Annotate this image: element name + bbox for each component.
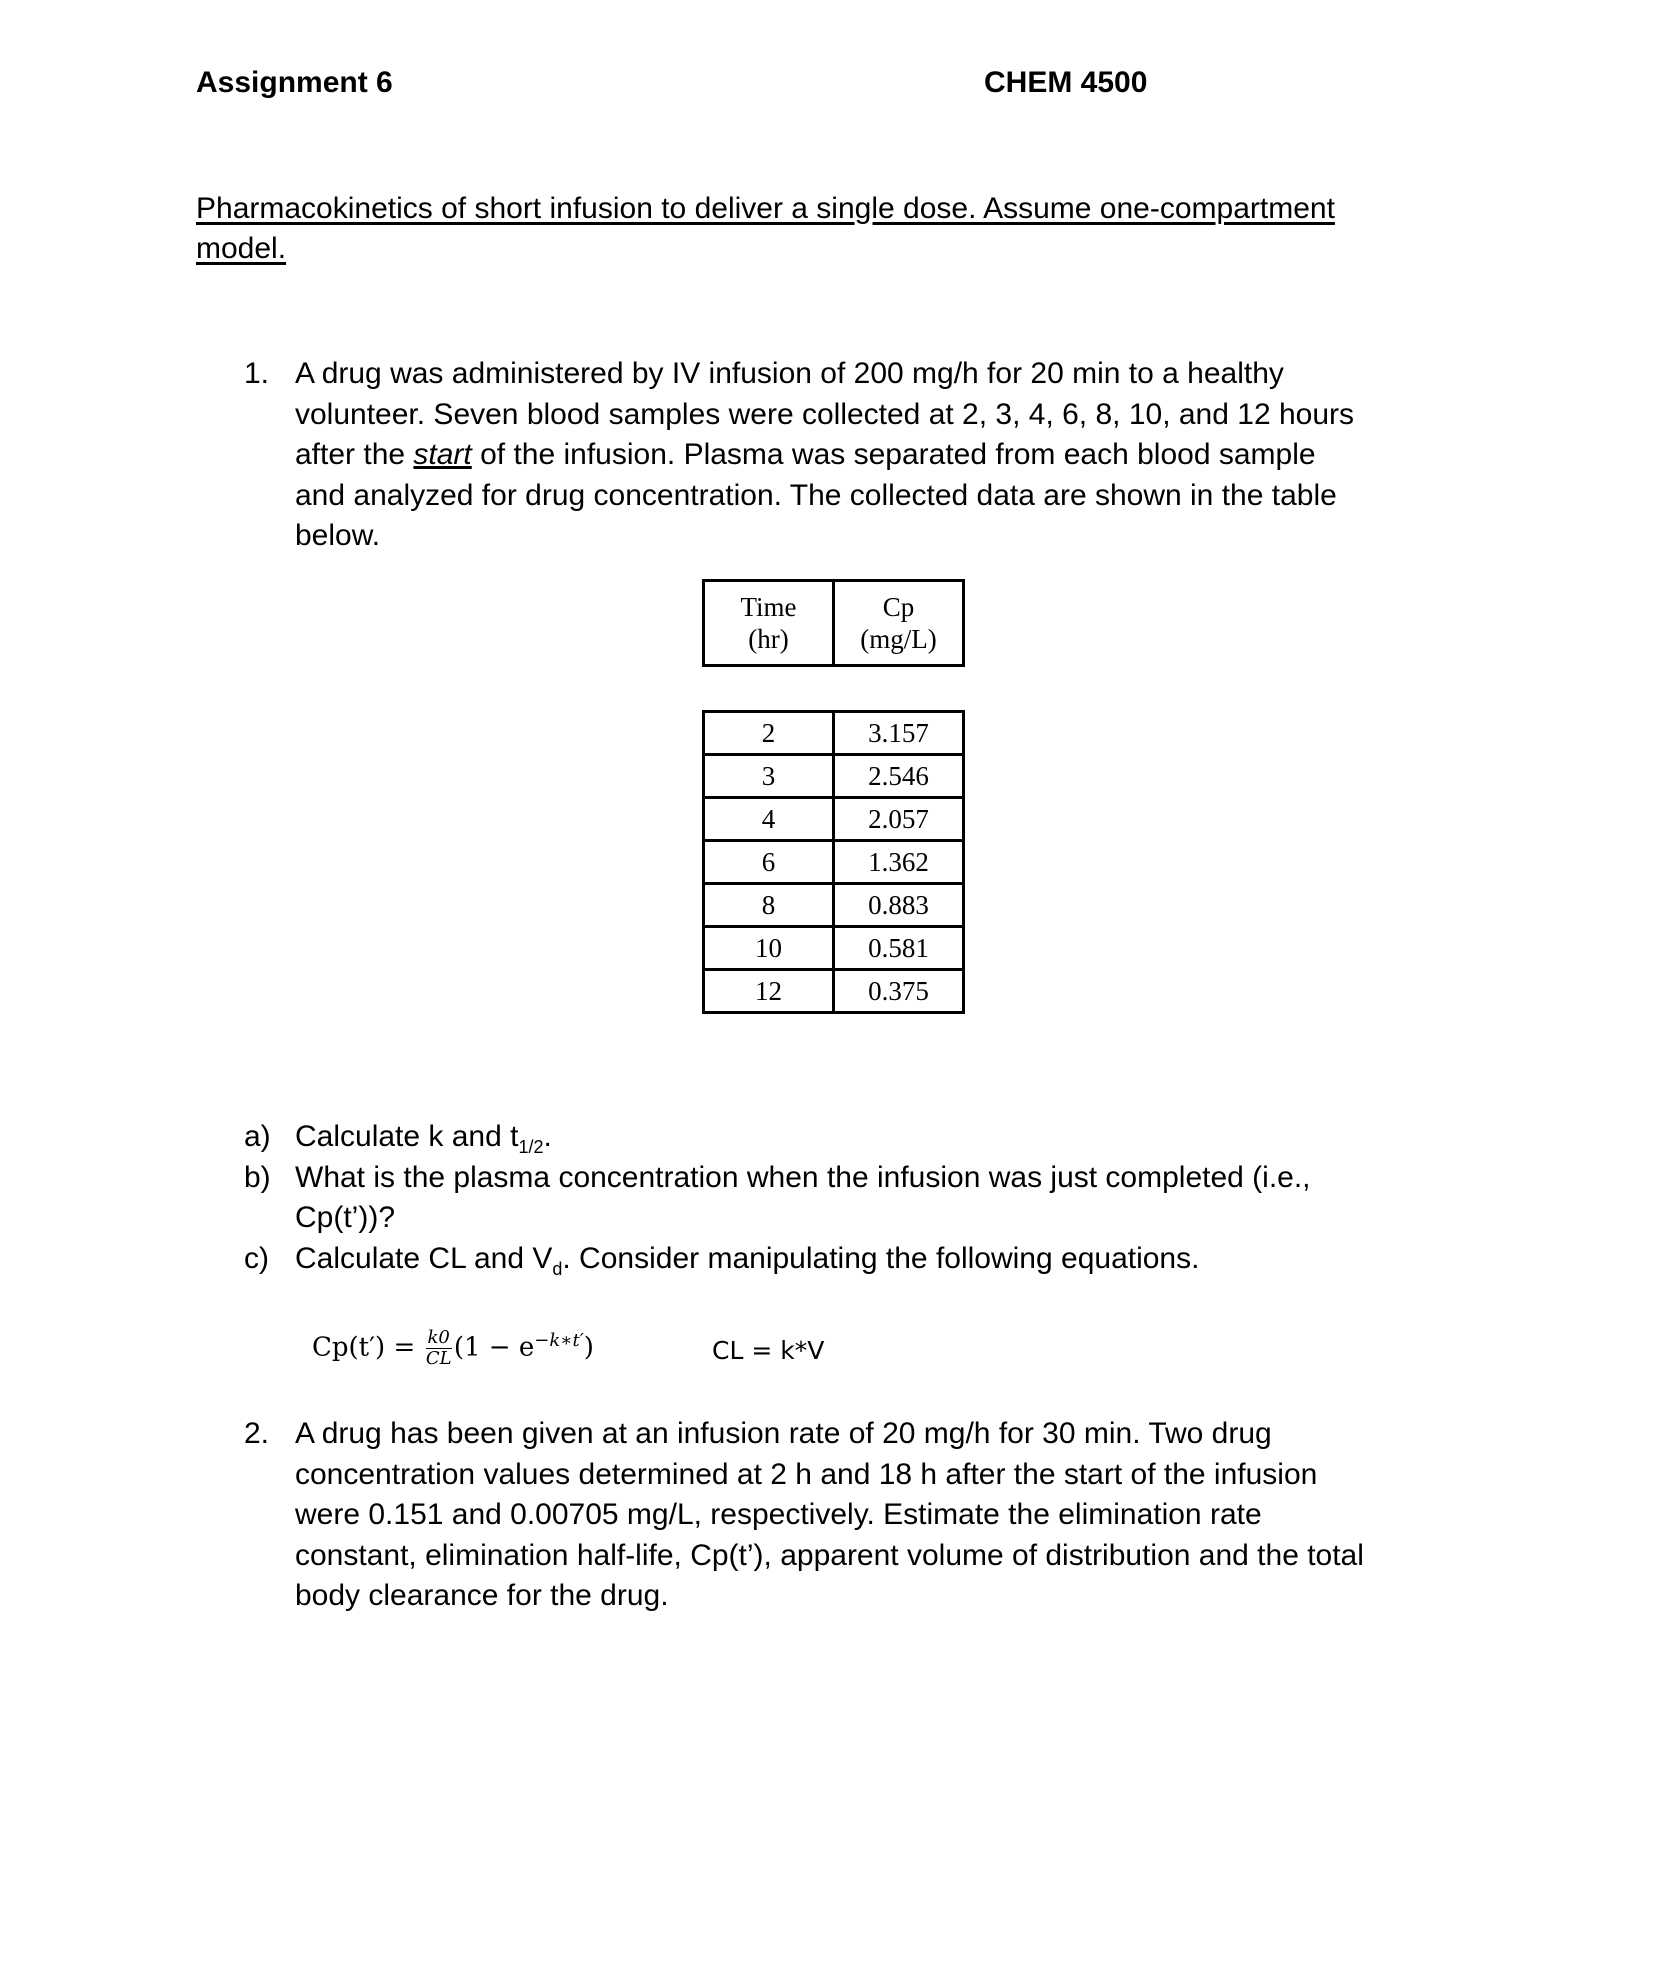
course-code: CHEM 4500 bbox=[984, 66, 1148, 99]
eq-fraction bbox=[426, 1328, 452, 1369]
part-text: . bbox=[543, 1120, 552, 1153]
section-title-line1: Pharmacokinetics of short infusion to deliver a single dose. Assume one-compartment bbox=[196, 192, 1335, 225]
assignment-title: Assignment 6 bbox=[196, 66, 393, 99]
cp-cell: 1.362 bbox=[834, 841, 964, 884]
q1-line: below. bbox=[295, 519, 381, 552]
time-cell: 12 bbox=[704, 970, 834, 1013]
time-cell: 6 bbox=[704, 841, 834, 884]
q2-line: were 0.151 and 0.00705 mg/L, respectively. Estimate the elimination rate bbox=[295, 1498, 1262, 1531]
subscript: d bbox=[552, 1259, 563, 1279]
part-a-label: a) bbox=[244, 1120, 271, 1153]
part-a-text bbox=[295, 1120, 552, 1158]
eq-lhs: Cp(t′) = bbox=[312, 1332, 416, 1363]
part-b-text: What is the plasma concentration when the infusion was just completed (i.e., bbox=[295, 1161, 1311, 1194]
time-cell: 10 bbox=[704, 927, 834, 970]
data-table bbox=[702, 710, 965, 1014]
table-row bbox=[704, 712, 964, 755]
eq-exponent: −k∗t′ bbox=[534, 1329, 584, 1351]
part-c-text bbox=[295, 1242, 1199, 1280]
part-b-label: b) bbox=[244, 1161, 271, 1194]
header-text: Cp bbox=[882, 592, 915, 622]
part-text: Calculate CL and V bbox=[295, 1242, 553, 1275]
eq-close: ) bbox=[583, 1332, 594, 1363]
time-cell: 8 bbox=[704, 884, 834, 927]
q1-number: 1. bbox=[244, 357, 270, 390]
q2-line: constant, elimination half-life, Cp(t’), apparent volume of distribution and the total bbox=[295, 1539, 1364, 1572]
header-cp bbox=[834, 581, 964, 666]
section-title-line2: model. bbox=[196, 232, 287, 265]
header-unit: (hr) bbox=[748, 624, 789, 654]
cp-cell: 2.546 bbox=[834, 755, 964, 798]
table-row bbox=[704, 755, 964, 798]
q1-line: and analyzed for drug concentration. The collected data are shown in the table bbox=[295, 479, 1337, 512]
part-text: Calculate k and t bbox=[295, 1120, 519, 1153]
subscript: 1/2 bbox=[518, 1137, 544, 1157]
cp-cell: 0.581 bbox=[834, 927, 964, 970]
q1-line: volunteer. Seven blood samples were collected at 2, 3, 4, 6, 8, 10, and 12 hours bbox=[295, 398, 1355, 431]
table-row bbox=[704, 884, 964, 927]
q2-number: 2. bbox=[244, 1417, 270, 1450]
header-unit: (mg/L) bbox=[860, 624, 937, 654]
q1-line: A drug was administered by IV infusion of 200 mg/h for 20 min to a healthy bbox=[295, 357, 1284, 390]
eq-rhs: (1 − e bbox=[453, 1332, 535, 1363]
part-c-label: c) bbox=[244, 1242, 269, 1275]
header-text: Time bbox=[740, 592, 797, 622]
equation-cl: CL = k*V bbox=[712, 1336, 825, 1365]
q2-line: concentration values determined at 2 h and 18 h after the start of the infusion bbox=[295, 1458, 1318, 1491]
part-b-text: Cp(t’))? bbox=[295, 1201, 396, 1234]
table-row bbox=[704, 798, 964, 841]
equation-cp bbox=[312, 1328, 594, 1369]
time-cell: 4 bbox=[704, 798, 834, 841]
table-row bbox=[704, 841, 964, 884]
cp-cell: 3.157 bbox=[834, 712, 964, 755]
q1-emphasis: start bbox=[413, 438, 472, 471]
table-header bbox=[702, 579, 965, 667]
header-time bbox=[704, 581, 834, 666]
part-text: . Consider manipulating the following equations. bbox=[562, 1242, 1200, 1275]
eq-numerator: k0 bbox=[427, 1327, 450, 1348]
q2-line: body clearance for the drug. bbox=[295, 1579, 669, 1612]
q2-line: A drug has been given at an infusion rate of 20 mg/h for 30 min. Two drug bbox=[295, 1417, 1272, 1450]
table-row bbox=[704, 970, 964, 1013]
table-row bbox=[704, 927, 964, 970]
cp-cell: 0.375 bbox=[834, 970, 964, 1013]
q1-text: of the infusion. Plasma was separated from each blood sample bbox=[471, 438, 1316, 471]
q1-text: after the bbox=[295, 438, 414, 471]
time-cell: 3 bbox=[704, 755, 834, 798]
q1-line bbox=[295, 438, 1316, 472]
cp-cell: 0.883 bbox=[834, 884, 964, 927]
cp-cell: 2.057 bbox=[834, 798, 964, 841]
time-cell: 2 bbox=[704, 712, 834, 755]
eq-denominator: CL bbox=[425, 1348, 452, 1369]
